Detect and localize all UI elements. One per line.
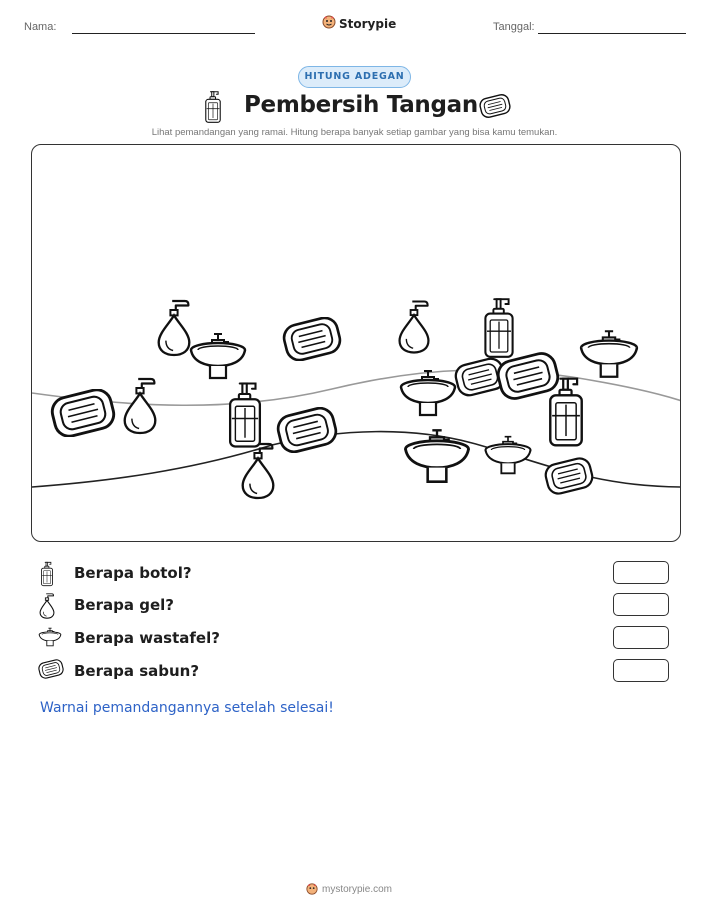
question-soaps bbox=[38, 659, 678, 685]
sink-icon bbox=[581, 331, 637, 376]
soap-icon bbox=[479, 94, 511, 118]
bottle-icon bbox=[230, 384, 260, 447]
soap-icon bbox=[495, 351, 560, 402]
bottle-icon bbox=[485, 299, 512, 357]
soap-icon bbox=[275, 405, 338, 454]
gel-icon bbox=[159, 301, 190, 355]
answer-box[interactable] bbox=[613, 659, 669, 682]
gel-icon bbox=[38, 593, 56, 619]
footer bbox=[306, 880, 392, 899]
gel-icon bbox=[400, 302, 429, 353]
date-field[interactable] bbox=[538, 33, 686, 34]
bottle-icon bbox=[38, 561, 56, 587]
question-sinks bbox=[38, 626, 678, 652]
name-field[interactable] bbox=[72, 33, 255, 34]
soap-icon bbox=[543, 456, 594, 496]
sink-icon bbox=[406, 430, 469, 481]
bottle-icon bbox=[203, 90, 223, 124]
page-title: Pembersih Tangan bbox=[244, 92, 478, 118]
question-text: Berapa botol? bbox=[74, 564, 192, 582]
soap-icon bbox=[281, 315, 342, 363]
question-bottles bbox=[38, 561, 678, 587]
footer-site[interactable]: mystorypie.com bbox=[322, 884, 393, 895]
sink-icon bbox=[191, 334, 245, 378]
answer-box[interactable] bbox=[613, 626, 669, 649]
question-gels bbox=[38, 593, 678, 619]
instructions: Lihat pemandangan yang ramai. Hitung berapa banyak setiap gambar yang bisa kamu temukan. bbox=[151, 127, 558, 138]
question-text: Berapa wastafel? bbox=[74, 629, 220, 647]
title-row bbox=[0, 90, 709, 126]
question-text: Berapa gel? bbox=[74, 596, 174, 614]
question-text: Berapa sabun? bbox=[74, 662, 200, 680]
coloring-note: Warnai pemandangannya setelah selesai! bbox=[40, 700, 334, 716]
name-label: Nama: bbox=[24, 21, 57, 33]
date-label: Tanggal: bbox=[493, 21, 535, 33]
brand bbox=[322, 14, 396, 33]
gel-icon bbox=[125, 379, 156, 433]
scene-line-upper bbox=[32, 370, 681, 405]
counting-scene bbox=[31, 144, 681, 542]
bottle-icon bbox=[550, 379, 581, 446]
soap-icon bbox=[49, 387, 117, 439]
sink-icon bbox=[38, 626, 62, 648]
sink-icon bbox=[486, 437, 531, 474]
soap-icon bbox=[38, 659, 64, 679]
brand-name: Storypie bbox=[339, 16, 397, 31]
activity-badge: HITUNG ADEGAN bbox=[298, 66, 411, 88]
sink-icon bbox=[401, 371, 455, 415]
storypie-logo-icon bbox=[322, 14, 336, 33]
answer-box[interactable] bbox=[613, 561, 669, 584]
storypie-logo-icon bbox=[306, 880, 318, 899]
answer-box[interactable] bbox=[613, 593, 669, 616]
